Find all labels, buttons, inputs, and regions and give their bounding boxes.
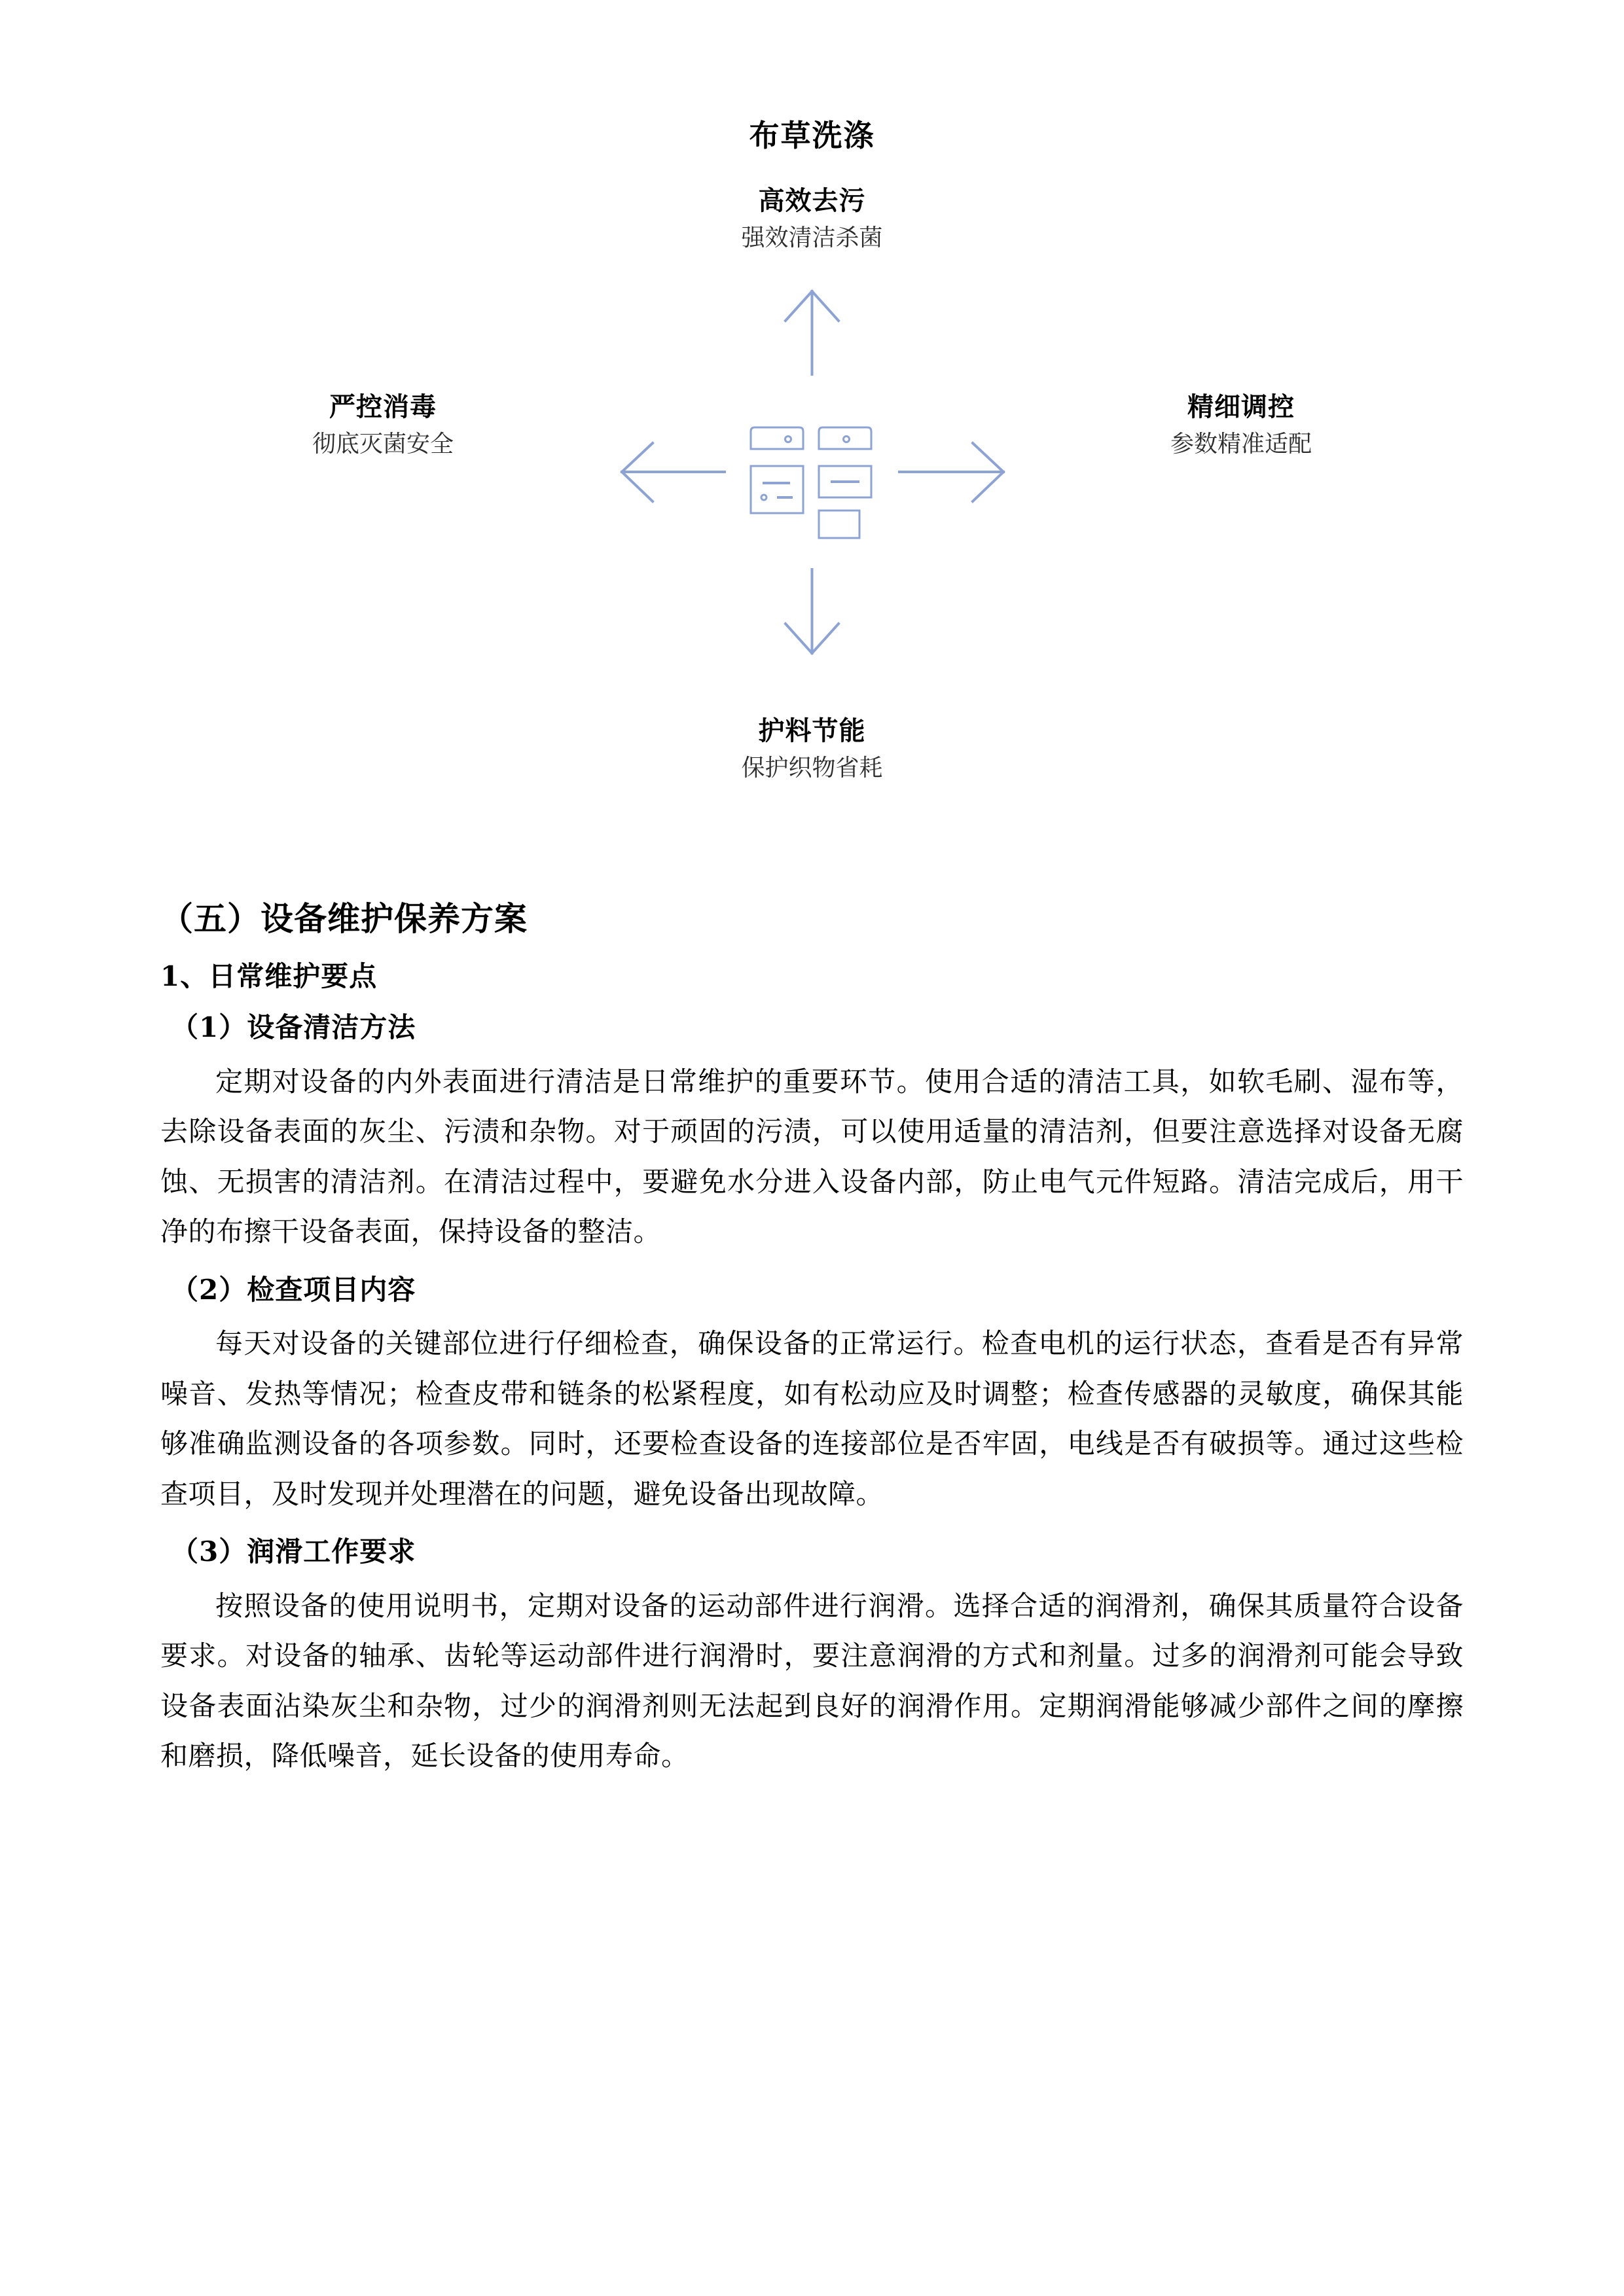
sub-heading: 1、日常维护要点 — [160, 960, 378, 992]
node-top-title: 高效去污 — [758, 185, 866, 216]
arrow-right-icon — [899, 443, 1003, 501]
node-right — [1058, 389, 1424, 461]
arrow-up-icon — [785, 291, 839, 374]
node-top-subtitle: 强效清洁杀菌 — [741, 224, 883, 251]
section-heading: （五）设备维护保养方案 — [160, 899, 528, 938]
node-top — [160, 183, 1464, 255]
laundry-infographic — [160, 118, 1464, 877]
node-left-title: 严控消毒 — [329, 391, 437, 422]
item-paragraph-2: 每天对设备的关键部位进行仔细检查，确保设备的正常运行。检查电机的运行状态，查看是否有异常噪音、发热等情况；检查皮带和链条的松紧程度，如有松动应及时调整；检查传感器的灵敏度，确保其能够准确监测设备的各项参数。同时，还要检查设备的连接部位是否牢固，电线是否有破损等。通过这些检查项目，及时发现并处理潜在的问题，避免设备出现故障。 — [160, 1327, 1464, 1510]
node-right-subtitle: 参数精准适配 — [1170, 431, 1312, 457]
item-heading-1: （1）设备清洁方法 — [171, 1011, 416, 1044]
item-paragraph-1: 定期对设备的内外表面进行清洁是日常维护的重要环节。使用合适的清洁工具，如软毛刷、湿布等，去除设备表面的灰尘、污渍和杂物。对于顽固的污渍，可以使用适量的清洁剂，但要注意选择对设备无腐蚀、无损害的清洁剂。在清洁过程中，要避免水分进入设备内部，防止电气元件短路。清洁完成后，用干净的布擦干设备表面，保持设备的整洁。 — [160, 1065, 1464, 1248]
node-left — [200, 389, 566, 461]
arrow-down-icon — [785, 569, 839, 653]
infographic-title: 布草洗涤 — [749, 118, 875, 153]
node-right-title: 精细调控 — [1187, 391, 1295, 422]
item-heading-3: （3）润滑工作要求 — [171, 1535, 416, 1568]
arrow-left-icon — [622, 443, 725, 501]
node-bottom-subtitle: 保护织物省耗 — [741, 755, 883, 781]
node-bottom-title: 护料节能 — [758, 715, 866, 746]
item-paragraph-3: 按照设备的使用说明书，定期对设备的运动部件进行润滑。选择合适的润滑剂，确保其质量符合设备要求。对设备的轴承、齿轮等运动部件进行润滑时，要注意润滑的方式和剂量。过多的润滑剂可能会导致设备表面沾染灰尘和杂物，过少的润滑剂则无法起到良好的润滑作用。定期润滑能够减少部件之间的摩擦和磨损，降低噪音，延长设备的使用寿命。 — [160, 1589, 1464, 1772]
node-bottom — [160, 713, 1464, 785]
node-left-subtitle: 彻底灭菌安全 — [312, 431, 454, 457]
laundry-cabinet-icon — [747, 419, 878, 550]
item-heading-2: （2）检查项目内容 — [171, 1273, 416, 1306]
